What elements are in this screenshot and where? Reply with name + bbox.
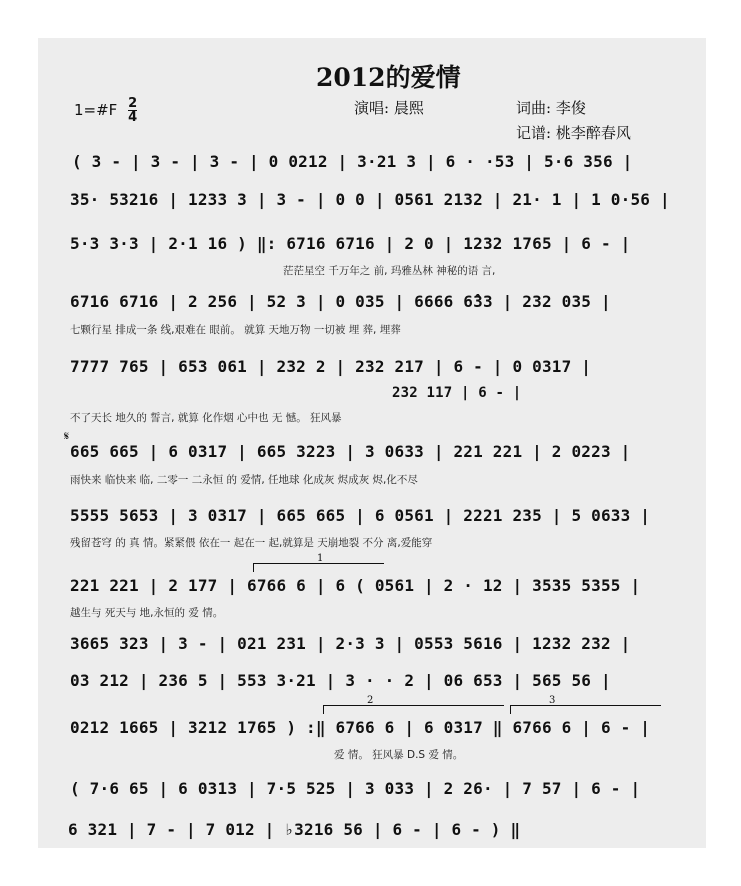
- volta-2-bracket: [323, 705, 504, 714]
- score-row-2: 35· 53216 | 1233 3 | 3 - | 0 0 | 0561 2132 | 21· 1 | 1 0·56 |: [70, 190, 670, 209]
- volta-1-bracket: [253, 563, 384, 572]
- volta-3-bracket: [510, 705, 661, 714]
- score-row-9: 3665 323 | 3 - | 021 231 | 2·3 3 | 0553 5616 | 1232 232 |: [70, 634, 631, 653]
- singer: 演唱: 晨熙: [354, 99, 424, 117]
- score-row-7: 5555 5653 | 3 0317 | 665 665 | 6 0561 | 2221 235 | 5 0633 |: [70, 506, 651, 525]
- transcriber: 记谱: 桃李醉春风: [516, 124, 631, 142]
- score-row-5-alt: 232 117 | 6 - |: [392, 385, 522, 401]
- lyrics-row-3: 茫茫星空 千万年之 前, 玛雅丛林 神秘的语 言,: [283, 265, 496, 277]
- score-row-5: 7777 765 | 653 061 | 232 2 | 232 217 | 6 - | 0 0317 |: [70, 357, 592, 376]
- song-title: 2012的爱情: [316, 63, 461, 92]
- lyrics-row-5: 不了天长 地久的 誓言, 就算 化作烟 心中也 无 憾。 狂风暴: [70, 412, 342, 424]
- time-numerator: 2: [128, 96, 138, 111]
- lyrics-row-6: 雨快来 临快来 临, 二零一 二永恒 的 爱情, 任地球 化成灰 烬成灰 烬,化不尽: [70, 474, 418, 486]
- score-row-13: 6 321 | 7 - | 7 012 | ♭3216 56 | 6 - | 6 - ) ‖: [68, 820, 521, 839]
- key-text: 1=#F: [74, 101, 118, 119]
- score-row-8: 221 221 | 2 177 | 6766 6 | 6 ( 0561 | 2 · 12 | 3535 5355 |: [70, 576, 641, 595]
- lyrics-row-8: 越生与 死天与 地,永恒的 爱 情。: [70, 607, 224, 619]
- score-row-6: 665 665 | 6 0317 | 665 3223 | 3 0633 | 221 221 | 2 0223 |: [70, 442, 631, 461]
- time-denominator: 4: [128, 110, 138, 125]
- composer: 词曲: 李俊: [516, 99, 586, 117]
- segno-mark: 𝄋: [64, 429, 70, 443]
- score-row-12: ( 7·6 65 | 6 0313 | 7·5 525 | 3 033 | 2 26· | 7 57 | 6 - |: [70, 779, 641, 798]
- volta-3-label: 3: [549, 695, 556, 706]
- lyrics-row-4: 七颗行星 排成一条 线,艰难在 眼前。 就算 天地万物 一切被 埋 葬, 埋葬: [70, 324, 401, 336]
- lyrics-row-11: 爱 情。 狂风暴 D.S 爱 情。: [334, 749, 464, 761]
- score-row-3: 5·3 3·3 | 2·1 16 ) ‖: 6716 6716 | 2 0 | 1232 1765 | 6 - |: [70, 234, 631, 253]
- volta-2-label: 2: [367, 695, 374, 706]
- score-row-11: 0212 1665 | 3212 1765 ) :‖ 6766 6 | 6 0317 ‖ 6766 6 | 6 - |: [70, 718, 651, 737]
- time-signature: [128, 97, 137, 124]
- score-row-10: 03 212 | 236 5 | 553 3·21 | 3 · · 2 | 06 653 | 565 56 |: [70, 671, 611, 690]
- score-row-1: ( 3 - | 3 - | 3 - | 0 0212 | 3·21 3 | 6 · ·53 | 5·6 356 |: [72, 152, 633, 171]
- key-signature: [74, 97, 137, 124]
- score-row-4: 6716 6716 | 2 256 | 52 3 | 0 035 | 6666 6̂33 | 232 035 |: [70, 292, 611, 311]
- volta-1-label: 1: [317, 553, 324, 564]
- lyrics-row-7: 残留苍穹 的 真 情。紧紧偎 依在一 起在一 起,就算是 天崩地裂 不分 离,爱能穿: [70, 537, 433, 549]
